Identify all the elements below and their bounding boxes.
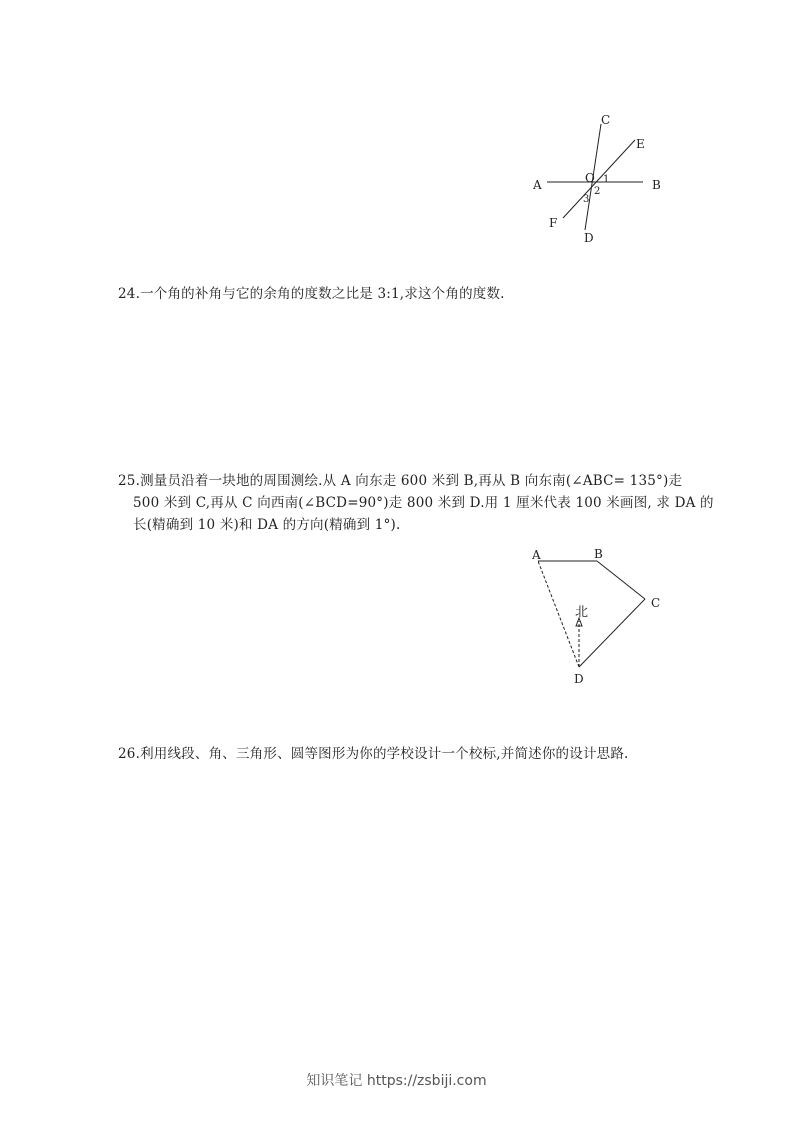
intersecting-lines-figure	[525, 108, 675, 248]
label-a: A	[533, 178, 542, 192]
label-c: C	[601, 113, 611, 127]
question-25-line-3: 长(精确到 10 米)和 DA 的方向(精确到 1°).	[133, 517, 401, 533]
question-24	[118, 283, 505, 305]
question-26	[118, 743, 629, 765]
label-c: C	[651, 596, 661, 610]
segment-cd	[579, 599, 645, 667]
label-d: D	[584, 231, 594, 245]
question-25-line-1: 25.测量员沿着一块地的周围测绘.从 A 向东走 600 米到 B,再从 B 向东南(∠ABC= 135°)走	[118, 473, 683, 489]
survey-path-figure	[525, 542, 675, 687]
segment-da-dashed	[538, 561, 579, 667]
label-north: 北	[575, 605, 589, 620]
question-25-line-2: 500 米到 C,再从 C 向西南(∠BCD=90°)走 800 米到 D.用 1 厘米代表 100 米画图, 求 DA 的	[133, 495, 714, 511]
question-25	[118, 470, 714, 536]
question-26-text: 26.利用线段、角、三角形、圆等图形为你的学校设计一个校标,并简述你的设计思路.	[118, 746, 629, 762]
label-angle-3: 3	[583, 194, 590, 205]
label-d: D	[574, 672, 584, 686]
label-angle-2: 2	[594, 186, 601, 197]
line-ef	[563, 140, 635, 218]
label-b: B	[594, 547, 603, 561]
label-e: E	[636, 137, 645, 151]
footer-watermark: 知识笔记 https://zsbiji.com	[306, 1073, 487, 1089]
label-a: A	[532, 548, 541, 562]
segment-bc	[597, 561, 645, 599]
question-24-text: 24.一个角的补角与它的余角的度数之比是 3:1,求这个角的度数.	[118, 286, 505, 302]
label-b: B	[652, 178, 661, 192]
label-angle-1: 1	[603, 174, 610, 185]
label-f: F	[549, 216, 558, 230]
label-o: O	[585, 171, 595, 185]
